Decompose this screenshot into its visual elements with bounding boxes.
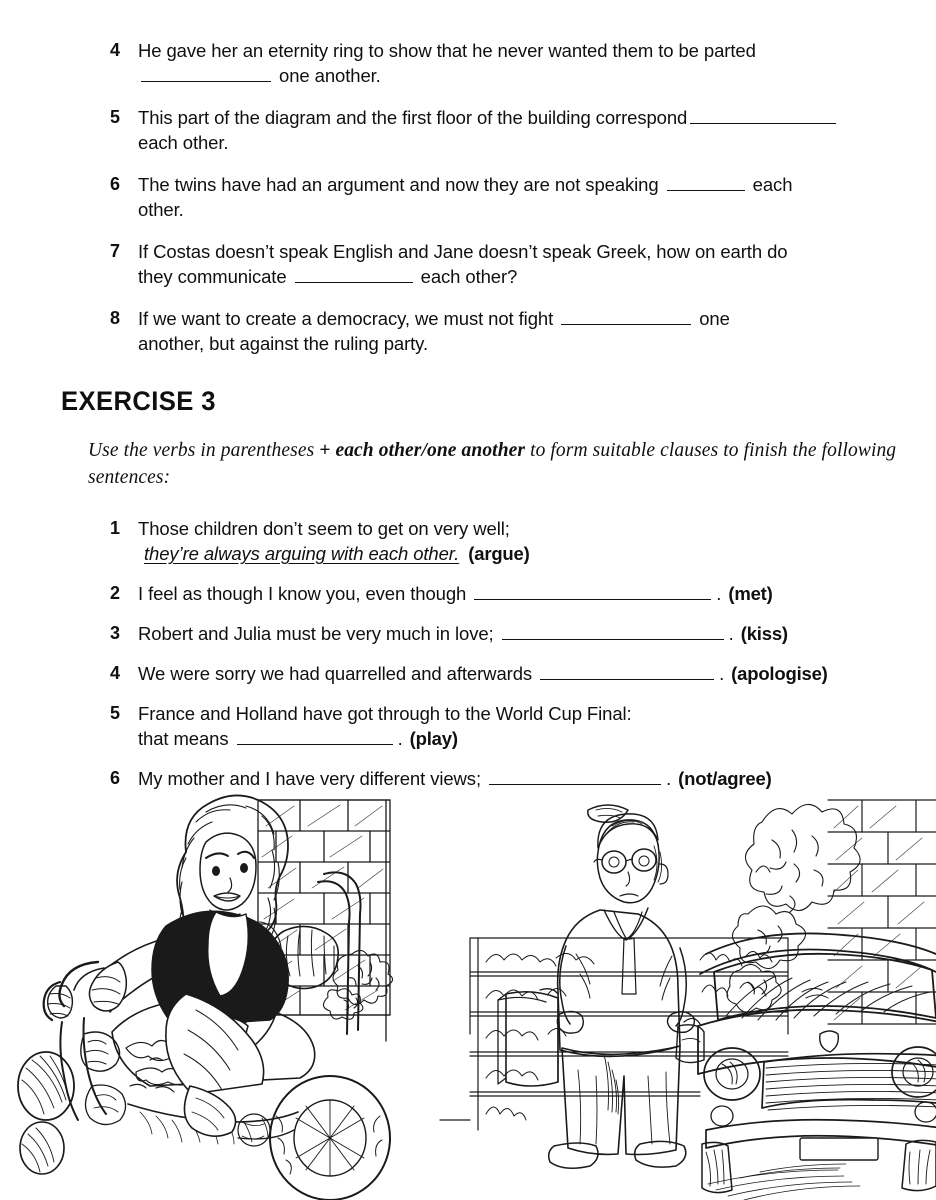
question-line-1: Those children don’t seem to get on very well; <box>138 518 510 539</box>
question-item-8 <box>110 306 920 356</box>
question-text <box>138 581 930 606</box>
right-fence <box>440 938 788 1130</box>
question-text <box>138 239 920 289</box>
question-line-2: each other. <box>138 132 229 153</box>
answer-blank[interactable] <box>141 66 271 82</box>
exercise3-item-4 <box>110 661 930 686</box>
question-line-2: another, but against the ruling party. <box>138 333 428 354</box>
question-text <box>138 621 930 646</box>
mini-car <box>698 933 936 1200</box>
answer-blank[interactable] <box>667 175 745 191</box>
question-text <box>138 701 930 751</box>
exercise3-item-2 <box>110 581 930 606</box>
illustration-motorcyclist-and-man-with-car <box>0 786 936 1200</box>
verb-prompt: (not/agree) <box>678 768 772 789</box>
question-line-2: that means <box>138 728 229 749</box>
question-line-1: He gave her an eternity ring to show that he never wanted them to be parted <box>138 40 756 61</box>
answer-blank[interactable] <box>502 624 724 640</box>
question-line-1: Robert and Julia must be very much in love; <box>138 623 494 644</box>
question-number: 4 <box>110 663 121 683</box>
verb-prompt: (argue) <box>468 543 530 564</box>
question-number: 5 <box>110 107 121 127</box>
question-number: 6 <box>110 768 121 788</box>
sentence-period: . <box>666 768 672 789</box>
question-item-4 <box>110 38 920 88</box>
man-with-briefcase <box>498 805 704 1168</box>
question-number: 8 <box>110 308 121 328</box>
question-line-1: I feel as though I know you, even though <box>138 583 467 604</box>
question-number: 2 <box>110 583 121 603</box>
question-line-1-after: each <box>752 174 793 195</box>
right-bush <box>727 804 860 1012</box>
answer-blank[interactable] <box>474 584 711 600</box>
answer-blank[interactable] <box>237 729 393 745</box>
exercise-3-instruction <box>88 437 898 491</box>
question-number: 5 <box>110 703 121 723</box>
right-brick-wall <box>828 800 936 1024</box>
question-line-1-after: one <box>699 308 730 329</box>
verb-prompt: (met) <box>728 583 773 604</box>
instruction-part-2: to form suitable clauses to finish the following sentences: <box>88 440 897 488</box>
sample-answer: they’re always arguing with each other. <box>144 543 460 564</box>
instruction-bold-phrase: + each other/one another <box>319 440 526 461</box>
question-line-1-before: The twins have had an argument and now they are not speaking <box>138 174 659 195</box>
question-line-2: one another. <box>279 65 381 86</box>
question-text <box>138 516 930 566</box>
verb-prompt: (kiss) <box>740 623 788 644</box>
verb-prompt: (apologise) <box>731 663 828 684</box>
instruction-part-1: Use the verbs in parentheses <box>88 440 320 461</box>
exercise3-item-3 <box>110 621 930 646</box>
sentence-period: . <box>728 623 734 644</box>
question-line-1: My mother and I have very different views; <box>138 768 482 789</box>
question-line-1: If Costas doesn’t speak English and Jane doesn’t speak Greek, how on earth do <box>138 241 788 262</box>
question-text <box>138 38 920 88</box>
question-number: 6 <box>110 174 121 194</box>
illustration-drawing <box>0 786 936 1200</box>
question-text <box>138 306 920 356</box>
question-text <box>138 172 920 222</box>
question-text <box>138 661 930 686</box>
question-text <box>138 105 920 155</box>
exercise2-question-list <box>110 38 920 373</box>
question-line-1: We were sorry we had quarrelled and afterwards <box>138 663 533 684</box>
answer-blank[interactable] <box>295 267 413 283</box>
question-line-2-after: each other? <box>420 266 518 287</box>
answer-blank[interactable] <box>489 769 661 785</box>
question-number: 7 <box>110 241 121 261</box>
answer-blank[interactable] <box>561 309 691 325</box>
sentence-period: . <box>719 663 725 684</box>
question-number: 4 <box>110 40 121 60</box>
verb-prompt: (play) <box>409 728 458 749</box>
answer-blank[interactable] <box>690 108 836 124</box>
question-item-5 <box>110 105 920 155</box>
exercise-3-heading: EXERCISE 3 <box>61 386 216 416</box>
exercise3-item-5 <box>110 701 930 751</box>
question-number: 1 <box>110 518 121 538</box>
answer-blank[interactable] <box>540 664 714 680</box>
question-line-1-before: If we want to create a democracy, we must not fight <box>138 308 554 329</box>
sentence-period: . <box>716 583 722 604</box>
question-line-2-before: they communicate <box>138 266 287 287</box>
sentence-period: . <box>397 728 403 749</box>
question-item-7 <box>110 239 920 289</box>
question-line-2: other. <box>138 199 184 220</box>
exercise3-question-list <box>110 516 930 806</box>
exercise3-item-1 <box>110 516 930 566</box>
question-number: 3 <box>110 623 121 643</box>
question-item-6 <box>110 172 920 222</box>
question-line-1: This part of the diagram and the first floor of the building correspond <box>138 107 688 128</box>
question-line-1: France and Holland have got through to the World Cup Final: <box>138 703 632 724</box>
